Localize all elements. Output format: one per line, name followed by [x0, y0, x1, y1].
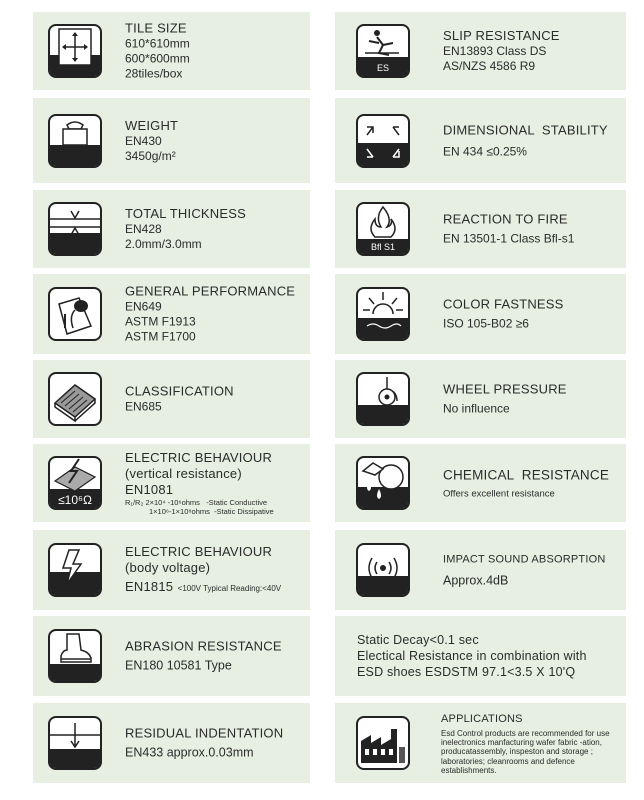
resistance-row [125, 507, 306, 516]
abrasion-icon [45, 626, 105, 686]
spec-color-fastness [335, 274, 626, 354]
resistance-type: -Static Dissipative [214, 507, 274, 516]
general-performance-icon [45, 284, 105, 344]
spec-applications [335, 703, 626, 783]
spec-title: CHEMICAL RESISTANCE [443, 467, 610, 483]
es-label: ES [376, 63, 390, 73]
spec-value: EN1081 [125, 482, 174, 497]
spec-subtitle: (body voltage) [125, 560, 211, 575]
spec-value: 28tiles/box [125, 66, 183, 81]
spec-value: EN13893 Class DS [443, 44, 547, 58]
spec-value: EN180 10581 Type [125, 658, 232, 673]
spec-value: No influence [443, 401, 510, 416]
spec-title: ELECTRIC BEHAVIOUR [125, 450, 273, 465]
resistance-label: ≤10⁶Ω [58, 493, 92, 507]
spec-dimensional-stability [335, 98, 626, 183]
fire-class-label: Bfl S1 [370, 242, 396, 252]
spec-title: IMPACT SOUND ABSORPTION [443, 553, 606, 566]
spec-title: SLIP RESISTANCE [443, 28, 560, 43]
spec-value: EN649 [125, 299, 162, 314]
slip-icon [353, 21, 413, 81]
spec-wheel-pressure [335, 360, 626, 438]
classification-icon [45, 369, 105, 429]
spec-electric-behaviour-vertical [33, 444, 310, 522]
spec-value: AS/NZS 4586 R9 [443, 59, 536, 73]
static-decay-line: Static Decay<0.1 sec [357, 633, 479, 647]
spec-title: DIMENSIONAL STABILITY [443, 122, 608, 137]
applications-title: APPLICATIONS [441, 712, 523, 725]
spec-subtitle: (vertical resistance) [125, 466, 242, 481]
spec-value: 600*600mm [125, 51, 190, 66]
spec-title: GENERAL PERFORMANCE [125, 283, 296, 299]
spec-reaction-to-fire [335, 190, 626, 268]
resistance-range: R₁/R₂ 2×10⁴ -10⁶ohms [125, 498, 200, 507]
spec-value: EN1815 [125, 579, 174, 594]
fire-icon [353, 199, 413, 259]
thickness-icon [45, 199, 105, 259]
sun-icon [353, 284, 413, 344]
resistance-row [125, 498, 306, 507]
body-voltage-icon [45, 540, 105, 600]
spec-value: Offers excellent resistance [443, 488, 555, 500]
spec-value: EN428 [125, 222, 162, 236]
spec-title: REACTION TO FIRE [443, 211, 568, 227]
spec-title: TOTAL THICKNESS [125, 206, 246, 221]
sound-icon [353, 540, 413, 600]
spec-value: Approx.4dB [443, 573, 509, 588]
spec-title: TILE SIZE [125, 20, 187, 36]
chemical-icon [353, 453, 413, 513]
spec-value: ISO 105-B02 ≥6 [443, 316, 529, 331]
static-decay-text [357, 632, 622, 680]
spec-title: WEIGHT [125, 117, 179, 133]
dimensional-stability-icon [353, 111, 413, 171]
spec-value: EN685 [125, 399, 162, 414]
spec-chemical-resistance [335, 444, 626, 522]
static-decay-line: Electical Resistance in combination with [357, 649, 587, 663]
spec-value-row [125, 578, 306, 596]
spec-value: 3450g/m² [125, 148, 176, 163]
spec-impact-sound-absorption [335, 530, 626, 610]
spec-static-decay [335, 616, 626, 696]
spec-title: ABRASION RESISTANCE [125, 638, 282, 654]
spec-title: CLASSIFICATION [125, 383, 234, 399]
spec-slip-resistance [335, 12, 626, 90]
spec-title: COLOR FASTNESS [443, 296, 564, 312]
spec-value: 2.0mm/3.0mm [125, 237, 202, 251]
resistance-type: -Static Conductive [206, 498, 268, 507]
weight-icon [45, 111, 105, 171]
spec-abrasion-resistance [33, 616, 310, 696]
applications-body: Esd Control products are recommended for use inelectronics manfacturing wafer fabric -ation, producatassembly, inspeston and storage ; laboratories; cleanrooms and defence establishments. [441, 728, 610, 775]
spec-title: WHEEL PRESSURE [443, 381, 567, 397]
tile-size-icon [45, 21, 105, 81]
spec-value: EN433 approx.0.03mm [125, 745, 254, 760]
wheel-icon [353, 369, 413, 429]
static-decay-line: ESD shoes ESDSTM 97.1<3.5 X 10'Q [357, 665, 576, 679]
spec-value: EN 434 ≤0.25% [443, 144, 527, 158]
spec-residual-indentation [33, 703, 310, 783]
indentation-icon [45, 713, 105, 773]
spec-value: EN 13501-1 Class Bfl-s1 [443, 231, 575, 246]
factory-icon [353, 713, 413, 773]
spec-value: 610*610mm [125, 36, 190, 51]
spec-value: EN430 [125, 133, 162, 148]
spec-weight [33, 98, 310, 183]
spec-tile-size [33, 12, 310, 90]
spec-value: ASTM F1913 [125, 314, 196, 329]
spec-reading: <100V Typical Reading:<40V [177, 584, 282, 593]
spec-total-thickness [33, 190, 310, 268]
spec-value: ASTM F1700 [125, 329, 196, 344]
spec-title: ELECTRIC BEHAVIOUR [125, 544, 273, 559]
spec-general-performance [33, 274, 310, 354]
electric-vertical-icon [45, 453, 105, 513]
spec-electric-behaviour-body [33, 530, 310, 610]
spec-classification [33, 360, 310, 438]
resistance-range: 1×10⁶-1×10⁸ohms [149, 507, 210, 516]
spec-title: RESIDUAL INDENTATION [125, 725, 284, 741]
